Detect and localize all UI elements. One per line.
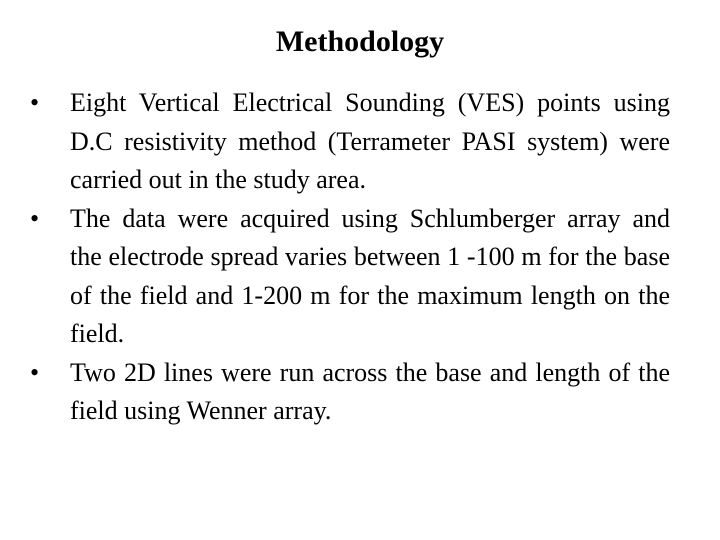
bullet-item bbox=[30, 354, 670, 431]
bullet-list bbox=[30, 84, 670, 431]
bullet-icon: • bbox=[30, 357, 40, 387]
bullet-text: Two 2D lines were run across the base and length of the field using Wenner array. bbox=[70, 357, 670, 425]
bullet-text: Eight Vertical Electrical Sounding (VES) points using D.C resistivity method (Terrameter PASI system) were carried out in the study area. bbox=[70, 88, 670, 194]
bullet-text: The data were acquired using Schlumberger array and the electrode spread varies between 1 -100 m for the base of the field and 1-200 m for the maximum length on the field. bbox=[70, 203, 670, 348]
slide-title: Methodology bbox=[275, 25, 445, 58]
bullet-icon: • bbox=[30, 88, 40, 117]
bullet-item bbox=[30, 200, 670, 354]
bullet-item bbox=[30, 84, 670, 200]
bullet-icon: • bbox=[30, 203, 40, 233]
